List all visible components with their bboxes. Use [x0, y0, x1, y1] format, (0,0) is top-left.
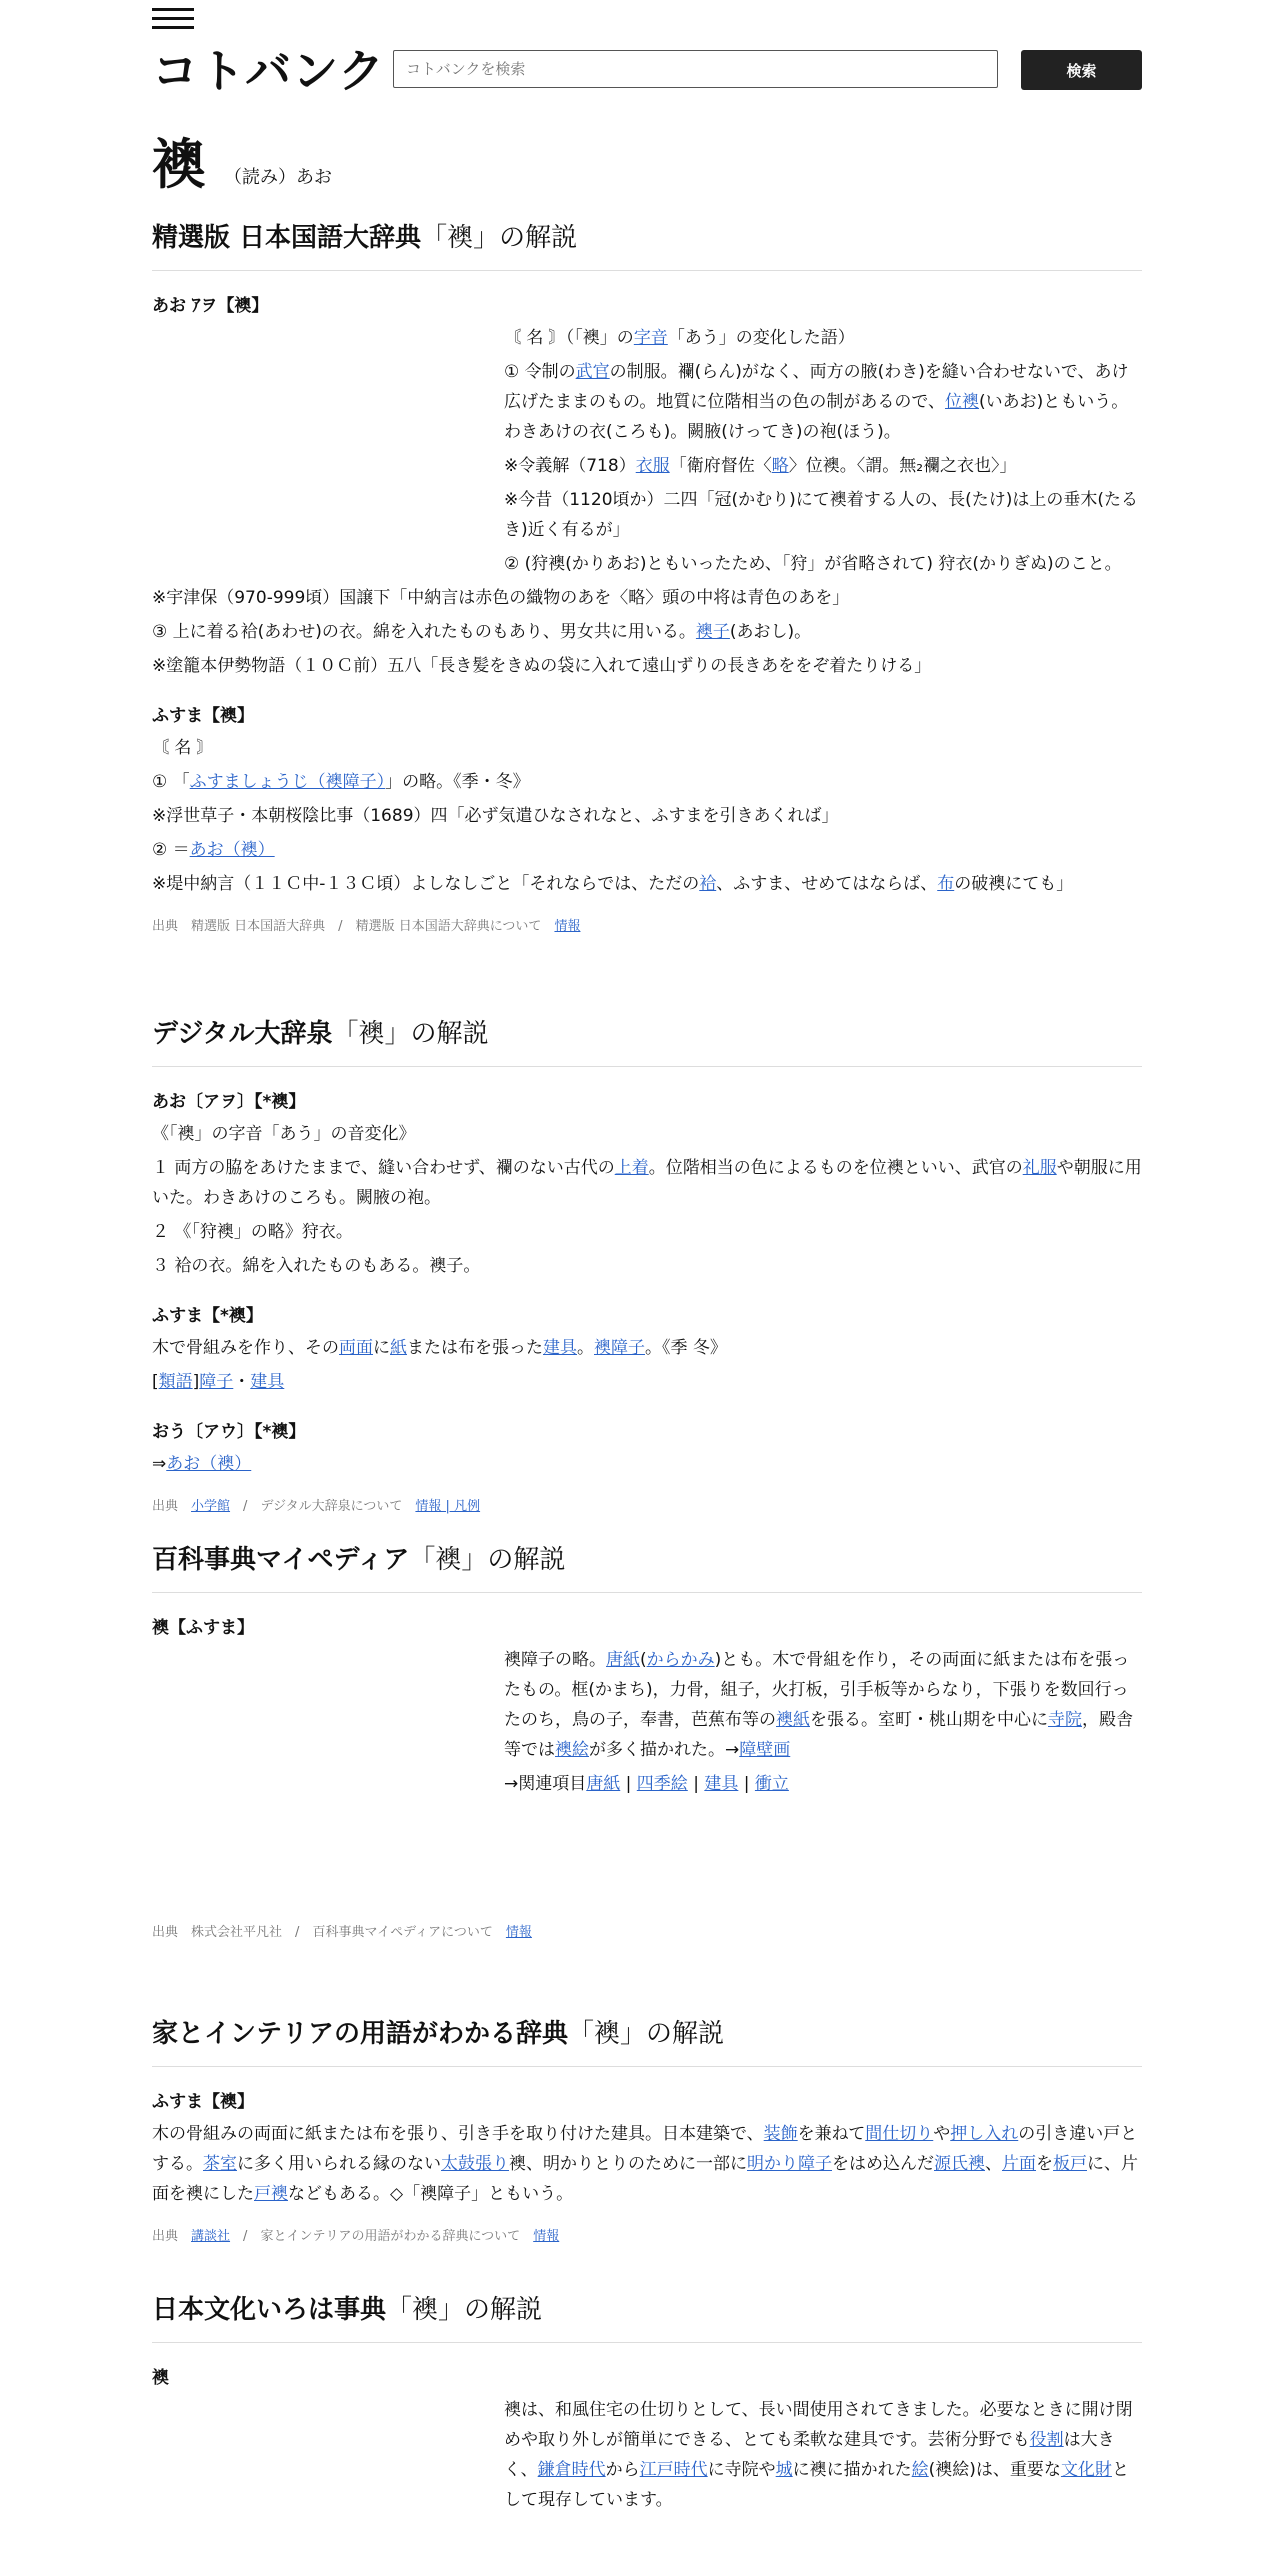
definition-line: ② ＝あお（襖） [152, 840, 275, 860]
headword-reading: （読み）あお [224, 167, 332, 188]
definition-text: 襖は、和風住宅の仕切りとして、長い間使用されてきました。必要なときに開け閉めや取り外しが簡単にできる、とても柔軟な建具です。芸術分野でも役割は大きく、鎌倉時代から江戸時代に寺院や城に襖に描かれた絵(襖絵)は、重要な文化財として現存しています。 [504, 2400, 1133, 2510]
publisher-link[interactable]: 講談社 [191, 2229, 231, 2244]
section-title [152, 2292, 1142, 2343]
definition-line: ③ 上に着る袷(あわせ)の衣。綿を入れたものもあり、男女共に用いる。襖子(あおし)。 [152, 622, 812, 642]
term-link[interactable]: 襖絵 [555, 1740, 589, 1760]
definition-line: １ 両方の脇をあけたままで、縫い合わせず、襴のない古代の上着。位階相当の色によるものを位襖といい、武官の礼服や朝服に用いた。わきあけのころも。闕腋の袍。 [152, 1158, 1142, 1208]
term-link[interactable]: 板戸 [1053, 2154, 1087, 2174]
info-link[interactable]: 情報 [554, 919, 581, 934]
entry-heading: 襖 [152, 2368, 169, 2388]
term-link[interactable]: 江戸時代 [639, 2460, 708, 2480]
entry-heading: ふすま【襖】 [152, 706, 254, 726]
term-link[interactable]: 位襖 [944, 392, 979, 412]
term-link[interactable]: 戸襖 [254, 2184, 288, 2204]
term-link[interactable]: 襖子 [695, 622, 730, 642]
section-title-rest: 「襖」の解説 [409, 1545, 566, 1575]
term-link[interactable]: 文化財 [1060, 2460, 1112, 2480]
term-link[interactable]: 字音 [633, 328, 668, 348]
term-link[interactable]: 礼服 [1022, 1158, 1057, 1178]
related-link[interactable]: 衝立 [754, 1774, 789, 1794]
section-seisenban [152, 220, 1142, 934]
info-link[interactable]: 情報 | 凡例 [415, 1499, 481, 1514]
term-link[interactable]: 太鼓張り [441, 2154, 509, 2174]
site-logo[interactable]: コトバンク [152, 44, 386, 98]
section-mypedia [152, 1542, 1142, 1940]
term-link[interactable]: 襖障子 [594, 1338, 645, 1358]
section-title [152, 1542, 1142, 1593]
term-link[interactable]: からかみ [646, 1650, 715, 1670]
term-link[interactable]: 上着 [614, 1158, 649, 1178]
section-daijisen [152, 1016, 1142, 1514]
term-link[interactable]: 押し入れ [950, 2124, 1019, 2144]
related-items: →関連項目唐紙 | 四季絵 | 建具 | 衝立 [504, 1774, 789, 1794]
section-title-rest: 「襖」の解説 [421, 223, 578, 253]
term-link[interactable]: あお（襖） [189, 840, 275, 860]
entry-heading: おう〔アウ〕【*襖】 [152, 1422, 306, 1442]
definition-line: ② (狩襖(かりあお)ともいったため、「狩」が省略されて) 狩衣(かりぎぬ)のこと。 [504, 554, 1122, 574]
info-link[interactable]: 情報 [533, 2229, 560, 2244]
entry-heading: あお ｱヲ【襖】 [152, 296, 269, 316]
headword-kanji: 襖 [152, 132, 206, 196]
term-link[interactable]: 役割 [1029, 2430, 1064, 2450]
term-link[interactable]: 両面 [339, 1338, 373, 1358]
definition-text: 襖障子の略。唐紙(からかみ)とも。木で骨組を作り，その両面に紙または布を張ったもの。框(かまち)，力骨，組子，火打板，引手板等からなり，下張りを数回行ったのち，鳥の子，奉書，芭蕉布等の襖紙を張る。室町・桃山期を中心に寺院，殿舎等では襖絵が多く描かれた。→障壁画 [504, 1650, 1133, 1760]
term-link[interactable]: 袷 [699, 874, 717, 894]
definition-line: ⇒あお（襖） [152, 1454, 252, 1474]
section-title-rest: 「襖」の解説 [332, 1019, 489, 1049]
headword [152, 122, 332, 199]
section-title-dict: デジタル大辞泉 [152, 1019, 333, 1049]
citation-line: ※堤中納言（１１Ｃ中‐１３Ｃ頃）よしなしごと「それならでは、ただの袷、ふすま、せめてはならば、布の破襖にても」 [152, 874, 1074, 894]
citation-line: ※宇津保（970‐999頃）国譲下「中納言は赤色の織物のあを〈略〉頭の中将は青色のあを」 [152, 588, 850, 608]
term-link[interactable]: 片面 [1002, 2154, 1036, 2174]
entry-heading: 襖【ふすま】 [152, 1618, 254, 1638]
term-link[interactable]: 建具 [543, 1338, 577, 1358]
source-line: 出典 株式会社平凡社 / 百科事典マイペディアについて 情報 [152, 1925, 532, 1940]
term-link[interactable]: 襖紙 [776, 1710, 810, 1730]
section-title [152, 1016, 1142, 1067]
section-title-dict: 家とインテリアの用語がわかる辞典 [152, 2019, 569, 2049]
term-link[interactable]: 略 [771, 456, 789, 476]
search-input[interactable] [393, 50, 998, 88]
term-link[interactable]: 紙 [390, 1338, 407, 1358]
citation-line: ※浮世草子・本朝桜陰比事（1689）四「必ず気遣ひなされなと、ふすまを引きあくれば」 [152, 806, 839, 826]
section-title [152, 220, 1142, 271]
section-interior [152, 2016, 1142, 2244]
term-link[interactable]: 鎌倉時代 [537, 2460, 606, 2480]
term-link[interactable]: 障壁画 [739, 1740, 791, 1760]
term-link[interactable]: 障子 [199, 1372, 234, 1392]
term-link[interactable]: 間仕切り [865, 2124, 934, 2144]
definition-line: ① 令制の武官の制服。襴(らん)がなく、両方の腋(わき)を縫い合わせないで、あけ広げたままのもの。地質に位階相当の色の制があるので、位襖(いあお)ともいう。わきあけの衣(ころも)。闕腋(けってき)の袍(ほう)。 [504, 362, 1129, 442]
entry-heading: ふすま【*襖】 [152, 1306, 263, 1326]
definition-line: 〘 名 〙 [152, 738, 214, 758]
section-title-rest: 「襖」の解説 [568, 2019, 725, 2049]
entry-heading: ふすま【襖】 [152, 2092, 254, 2112]
term-link[interactable]: 絵 [911, 2460, 929, 2480]
term-link[interactable]: 武官 [575, 362, 610, 382]
source-line: 出典 講談社 / 家とインテリアの用語がわかる辞典について 情報 [152, 2229, 560, 2244]
related-link[interactable]: 四季絵 [636, 1774, 688, 1794]
synonym-line: [類語]障子・建具 [152, 1372, 285, 1392]
term-link[interactable]: あお（襖） [166, 1454, 252, 1474]
term-link[interactable]: 茶室 [203, 2154, 237, 2174]
menu-icon[interactable] [152, 8, 194, 32]
definition-line: ① 「ふすましょうじ（襖障子）」の略。《季・冬》 [152, 772, 530, 792]
term-link[interactable]: 装飾 [763, 2124, 798, 2144]
definition-line: 木で骨組みを作り、その両面に紙または布を張った建具。襖障子。《季 冬》 [152, 1338, 727, 1358]
entry-heading: あお〔アヲ〕【*襖】 [152, 1092, 306, 1112]
section-title-rest: 「襖」の解説 [386, 2295, 543, 2325]
info-link[interactable]: 情報 [505, 1925, 532, 1940]
search-button[interactable]: 検索 [1021, 50, 1142, 90]
term-link[interactable]: 唐紙 [606, 1650, 640, 1670]
term-link[interactable]: 城 [775, 2460, 793, 2480]
term-link[interactable]: 寺院 [1048, 1710, 1082, 1730]
publisher-link[interactable]: 小学館 [191, 1499, 231, 1514]
source-line: 出典 小学館 / デジタル大辞泉について 情報 | 凡例 [152, 1499, 481, 1514]
citation-line: ※令義解（718）衣服「衛府督佐〈略〉位襖。〈謂。無₂襴之衣也〉」 [504, 456, 1017, 476]
definition-line: 《「襖」の字音「あう」の音変化》 [152, 1124, 416, 1144]
term-link[interactable]: ふすましょうじ（襖障子） [189, 772, 386, 792]
definition-line: ３ 袷の衣。綿を入れたものもある。襖子。 [152, 1256, 481, 1276]
term-link[interactable]: 明かり障子 [747, 2154, 832, 2174]
section-title-dict: 百科事典マイペディア [152, 1545, 410, 1575]
citation-line: ※今昔（1120頃か）二四「冠(かむり)にて襖着する人の、長(たけ)は上の垂木(たるき)近く有るが」 [504, 490, 1138, 540]
term-link[interactable]: 類語 [158, 1372, 193, 1392]
citation-line: ※塗籠本伊勢物語（１０Ｃ前）五八「長き髪をきぬの袋に入れて遠山ずりの長きあををぞ着たりける」 [152, 656, 932, 676]
related-link[interactable]: 唐紙 [586, 1774, 621, 1794]
definition-line: 〘 名 〙（「襖」の字音「あう」の変化した語） [504, 328, 855, 348]
section-title-dict: 日本文化いろは事典 [152, 2295, 387, 2325]
definition-line: ２ 《「狩襖」の略》狩衣。 [152, 1222, 353, 1242]
term-link[interactable]: 源氏襖 [934, 2154, 985, 2174]
section-iroha [152, 2292, 1142, 2519]
section-title-dict: 精選版 日本国語大辞典 [152, 223, 422, 253]
definition-text: 木の骨組みの両面に紙または布を張り、引き手を取り付けた建具。日本建築で、装飾を兼ねて間仕切りや押し入れの引き違い戸とする。茶室に多く用いられる縁のない太鼓張り襖、明かりとりのために一部に明かり障子をはめ込んだ源氏襖、片面を板戸に、片面を襖にした戸襖などもある。◇「襖障子」ともいう。 [152, 2124, 1138, 2204]
term-link[interactable]: 布 [937, 874, 955, 894]
term-link[interactable]: 衣服 [635, 456, 670, 476]
source-line: 出典 精選版 日本国語大辞典 / 精選版 日本国語大辞典について 情報 [152, 919, 581, 934]
section-title [152, 2016, 1142, 2067]
related-link[interactable]: 建具 [704, 1774, 739, 1794]
term-link[interactable]: 建具 [250, 1372, 285, 1392]
